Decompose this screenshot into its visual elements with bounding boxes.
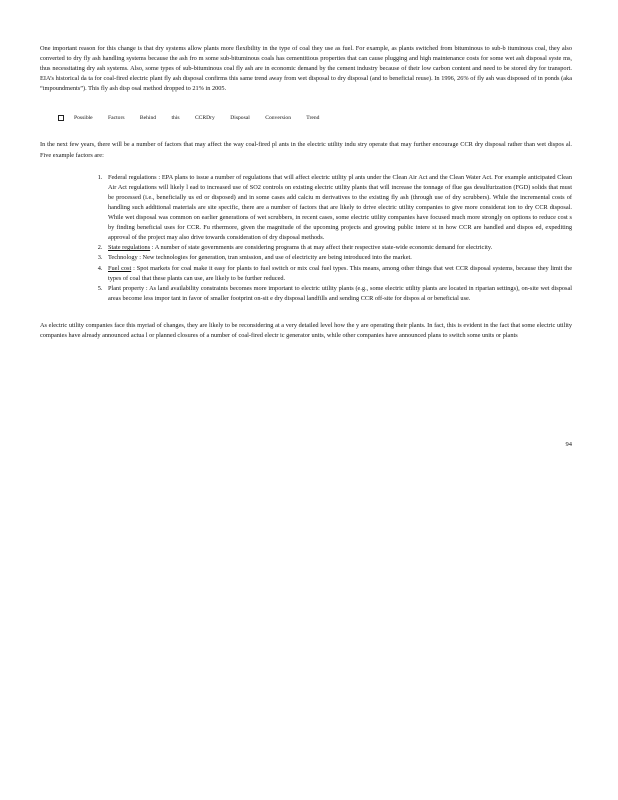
factor-lead-underlined: Fuel cost — [108, 264, 132, 272]
factor-lead-underlined: State regulations — [108, 244, 151, 252]
list-item: 1. Federal regulations : EPA plans to issue a number of regulations that will affect electric utility pl ants under the Clean Air Act and the Clean Water Act. For example anticipated Clean Air Act regulations will likely l ead to increased use of SO2 controls on existing electric utility plants that will increase the tonnage of flue gas desulfurization (FGD) solids that must be processed (i.e., beneficially us ed or disposed) and in some cases add calciu m derivatives to the existing fly ash (through use of dry scrubbers). While the incremental costs of handling such additional materials are site specific, there are a number of factors that are likely to drive electric utility companies to give more considerat ion to dry CCR disposal. While wet disposal was common on earlier generations of wet scrubbers, in recent cases, some electric utility companies have focused much more strongly on options to reduce cost s by finding beneficial uses for CCR. Fu rthermore, given the magnitude of the upcoming projects and growing public intere st in how CCR are handled and dispos ed, expediting approval of the project may also drive towards consideration of dry disposal methods. — [104, 173, 572, 244]
paragraph-factors-intro: In the next few years, there will be a number of factors that may affect the way coal-fired pl ants in the electric utility indu stry operate that may further encourage CCR dry disposal rather than wet dispos al. Five example factors are: — [40, 141, 572, 159]
section-heading — [58, 113, 572, 123]
paragraph-dry-systems: One important reason for this change is that dry systems allow plants more flexibility in the type of coal they use as fuel. For example, as plants switched from bituminous to sub-b ituminous coal, they also converted to dry fly ash handling systems because the ash fro m some sub-bituminous coals has cementitious properties that can cause plugging and high maintenance costs for some wet ash disposal syste ms, thus necessitating dry ash systems. Also, some types of sub-bituminous coal fly ash are in economic demand by the cement industry because of their low carbon content and need to be stored dry for transport. EIA’s historical da ta for coal-fired electric plant fly ash disposal confirms this same trend away from wet disposal to dry disposal (and to beneficial reuse). In 1996, 26% of fly ash was disposed of in ponds (aka “impoundments”). This fly ash disp osal method dropped to 21% in 2005. — [40, 45, 572, 93]
section-heading-text: Possible Factors Behind this CCRDry Disposal Conversion Trend — [74, 115, 320, 122]
factors-list — [40, 173, 572, 304]
list-item: 3. Technology : New technologies for generation, tran smission, and use of electricity are being introduced into the market. — [104, 253, 572, 263]
page-number: 94 — [565, 441, 572, 448]
paragraph-closing: As electric utility companies face this myriad of changes, they are likely to be reconsidering at a very detailed level how the y are operating their plants. In fact, this is evident in the fact that some electric utility companies have already announced actua l or planned closures of a number of coal-fired electr ic generator units, while other companies have announced plans to switch some units or plants — [40, 321, 572, 339]
list-item: 5. Plant property : As land availability constraints becomes more important to electric utility plants (e.g., some electric utility plants are located in riparian settings), on-site wet disposal areas become less impor tant in favor of smaller footprint on-sit e dry disposal landfills and sending CCR off-site for dispos al or beneficial use. — [104, 284, 572, 304]
checkbox-bullet-icon — [58, 115, 64, 121]
list-item: 2. State regulations : A number of state governments are considering programs th at may affect their respective state-wide economic demand for electricity. — [104, 243, 572, 253]
list-item: 4. Fuel cost : Spot markets for coal make it easy for plants to fuel switch or mix coal fuel types. This means, among other things that wet CCR disposal systems, because they limit the types of coal that these plants can use, are likely to be further reduced. — [104, 264, 572, 284]
